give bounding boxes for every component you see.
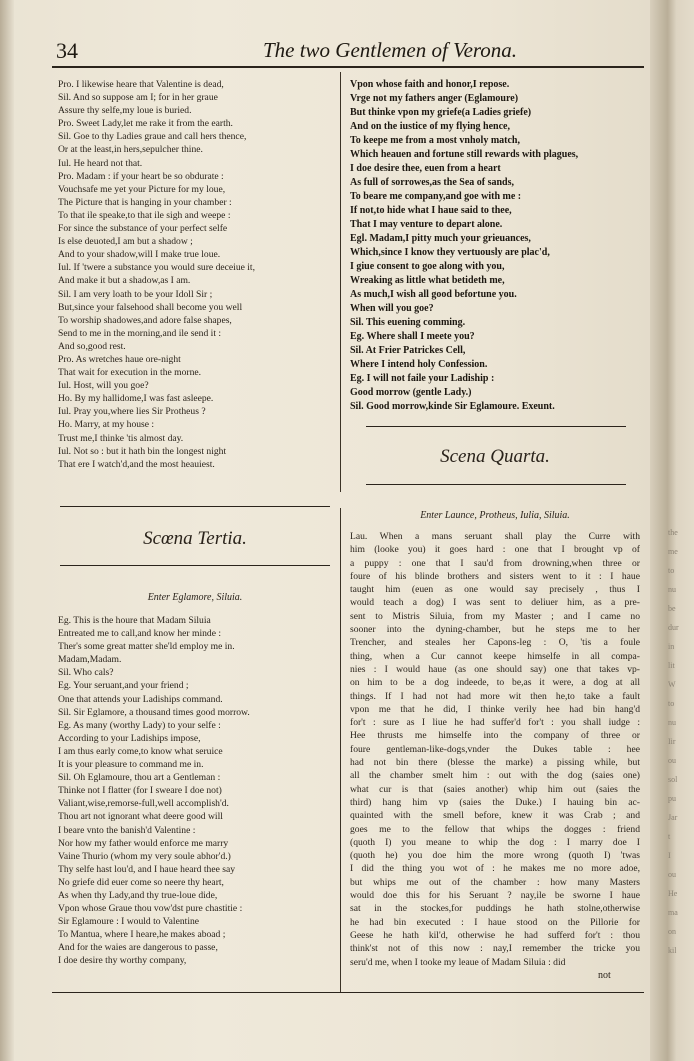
scene-tertia-heading: Scœna Tertia. <box>143 528 247 549</box>
text-line: Sil. Good morrow,kinde Sir Eglamoure. Exeunt. <box>350 401 555 412</box>
text-line: Hee thrusts me himselfe into the company of three or <box>350 730 640 742</box>
text-line: But,since your falsehood shall become you well <box>58 301 243 313</box>
text-line: Geese he hath kil'd, otherwise he had sufferd for't : thou <box>350 929 640 941</box>
text-line: I am thus early come,to know what seruice <box>58 745 223 757</box>
footer-rule <box>52 992 644 993</box>
text-line: Eg. Where shall I meete you? <box>350 331 475 342</box>
bleed-fragment: Iir <box>668 737 676 746</box>
bleed-fragment: me <box>668 547 678 556</box>
text-line: vpon me that he did, I thinke verily hee had bin hang'd <box>350 703 640 715</box>
stage-direction-tertia: Enter Eglamore, Siluia. <box>147 592 243 603</box>
text-line: Egl. Madam,I pitty much your grieuances, <box>350 233 531 244</box>
text-line: Is else deuoted,I am but a shadow ; <box>58 236 193 248</box>
bleed-fragment: I <box>668 851 671 860</box>
text-line: And for the waies are dangerous to passe, <box>58 942 218 954</box>
bleed-fragment: to <box>668 566 675 575</box>
text-line: sooner into the dyning-chamber, but he steps me to her <box>350 624 640 636</box>
bleed-fragment: the <box>668 528 678 537</box>
column-divider-top <box>340 72 341 492</box>
text-line: I beare vnto the banish'd Valentine : <box>58 824 196 836</box>
text-line: foure of his blinde brothers and sisters went to it : I haue <box>350 570 640 582</box>
text-line: As full of sorrowes,as the Sea of sands, <box>350 177 514 188</box>
text-line: Sir Eglamoure : I would to Valentine <box>58 916 200 928</box>
text-line: No griefe did euer come so neere thy heart, <box>58 876 224 888</box>
header-rule <box>52 66 644 68</box>
text-line: Assure thy selfe,my loue is buried. <box>58 105 192 117</box>
text-line: Ther's some great matter she'ld employ me in. <box>58 641 235 653</box>
text-line: Which,since I know they vertuously are plac'd, <box>350 247 550 258</box>
bleed-fragment: to <box>668 699 675 708</box>
text-line: Thy selfe hast lou'd, and I haue heard thee say <box>58 863 236 875</box>
text-line: Sil. At Frier Patrickes Cell, <box>350 345 466 356</box>
text-line: would teach a dog) I was sent to deliuer him, as a pre- <box>350 597 640 609</box>
text-line: Where I intend holy Confession. <box>350 359 488 370</box>
text-line: And make it but a shadow,as I am. <box>58 275 191 287</box>
text-line: Eg. Your seruant,and your friend ; <box>58 680 189 692</box>
text-line: third) hang him vp (saies the Duke.) I hauing bin ac- <box>350 796 640 808</box>
text-line: Iul. He heard not that. <box>58 157 143 169</box>
bleed-fragment: nu <box>668 718 676 727</box>
catchword: not <box>598 970 611 981</box>
text-line: If not,to hide what I haue said to thee, <box>350 205 512 216</box>
scene-rule-lower-right <box>366 484 626 485</box>
facing-page-gutter <box>650 0 694 1061</box>
scene-quarta-heading: Scena Quarta. <box>440 446 550 467</box>
running-title: The two Gentlemen of Verona. <box>262 38 518 62</box>
bleed-fragment: t <box>668 832 671 841</box>
text-line: The Picture that is hanging in your chamber : <box>58 196 232 208</box>
scene-rule-upper-right <box>366 426 626 427</box>
text-line: Lau. When a mans seruant shall play the Curre with <box>350 531 640 542</box>
text-line: Sil. Who cals? <box>58 667 114 679</box>
text-line: I did the thing you wot of : he makes me no more adoe, <box>350 863 640 875</box>
text-line: things. If I had not had more wit then he,to take a fault <box>350 690 640 702</box>
bleed-fragment: lit <box>668 661 675 670</box>
text-line: Thou art not ignorant what deere good will <box>58 811 223 823</box>
text-line: That I may venture to depart alone. <box>350 219 503 230</box>
text-line: That ere I watch'd,and the most heauiest. <box>58 458 215 470</box>
text-line: As much,I wish all good befortune you. <box>350 289 517 300</box>
text-line: sent to Mistris Siluia, from my Master ; and I came no <box>350 610 640 622</box>
text-line: Send to me in the morning,and ile send it : <box>58 327 222 339</box>
page-left-edge <box>0 0 14 1061</box>
text-line: To worship shadowes,and adore false shapes, <box>58 314 232 326</box>
column-divider-bottom <box>340 508 341 993</box>
text-line: According to your Ladiships impose, <box>58 732 201 744</box>
text-line: Or at the least,in hers,sepulcher thine. <box>58 144 203 156</box>
text-line: him (looke you) it goes hard : one that I brought vp of <box>350 544 640 556</box>
text-line: nies : I would haue (as one should say) one that takes vp- <box>350 663 640 675</box>
text-line: a puppy : one that I sau'd from drowning,when three or <box>350 557 640 569</box>
text-line: Entreated me to call,and know her minde : <box>58 628 222 640</box>
bleed-fragment: W <box>668 680 676 689</box>
text-line: Pro. As wretches haue ore-night <box>58 353 181 365</box>
text-line: One that attends your Ladiships command. <box>58 693 223 705</box>
text-line: Iul. Host, will you goe? <box>58 380 149 392</box>
text-line: Madam,Madam. <box>58 654 122 666</box>
text-line: goes me to the fellow that whips the dogges : friend <box>350 823 640 835</box>
text-line: And to your shadow,will I make true loue. <box>58 249 221 261</box>
text-line: To that ile speake,to that ile sigh and weepe : <box>58 209 231 221</box>
text-line: Eg. This is the houre that Madam Siluia <box>58 615 211 626</box>
text-line: I doe desire thee, euen from a heart <box>350 163 501 174</box>
text-line: foure gentleman-like-dogs,vnder the Dukes table : hee <box>350 743 640 755</box>
text-line: Wreaking as little what betideth me, <box>350 275 505 286</box>
text-line: To Mantua, where I heare,he makes aboad ; <box>58 929 226 941</box>
bleed-fragment: Jar <box>668 813 678 822</box>
text-line: thing, when a Cur cannot keepe himselfe in all compa- <box>350 650 640 662</box>
scene-rule-upper-left <box>60 506 330 507</box>
text-line: I doe desire thy worthy company, <box>58 955 187 967</box>
scene-rule-lower-left <box>60 565 330 566</box>
text-line: for't : sure as I liue he had suffer'd for't : you shall iudge : <box>350 717 640 729</box>
text-line: I giue consent to goe along with you, <box>350 261 505 272</box>
text-line: But thinke vpon my griefe(a Ladies griefe) <box>350 107 532 118</box>
text-line: Pro. I likewise heare that Valentine is dead, <box>58 79 224 90</box>
bleed-fragment: sol <box>668 775 678 784</box>
bleed-fragment: in <box>668 642 675 651</box>
text-line: what cur is that (saies another) whip him out (saies the <box>350 783 640 795</box>
text-line: Eg. I will not faile your Ladiship : <box>350 373 495 384</box>
right-column-bottom <box>350 530 640 969</box>
left-column-bottom <box>58 614 332 968</box>
bleed-fragment: dur <box>668 623 679 632</box>
text-line: (quoth he) you doe him the more wrong (quoth I) 'twas <box>350 850 640 862</box>
text-line: Valiant,wise,remorse-full,well accomplish'd. <box>58 798 229 810</box>
bleed-fragment: ma <box>668 908 678 917</box>
text-line: Sil. And so suppose am I; for in her graue <box>58 92 218 104</box>
text-line: Trencher, and steales her Capons-leg : O, 'tis a foule <box>350 637 640 649</box>
text-line: had not bin there (blesse the marke) a pissing while, but <box>350 757 640 769</box>
text-line: And on the iustice of my flying hence, <box>350 121 510 132</box>
right-column-top <box>350 78 640 414</box>
text-line: As when thy Lady,and thy true-loue dide, <box>58 889 218 901</box>
text-line: all the chamber smelt him : out with the dog (saies one) <box>350 770 640 782</box>
text-line: Vaine Thurio (whom my very soule abhor'd.) <box>58 850 231 862</box>
text-line: To keepe me from a most vnholy match, <box>350 135 520 146</box>
bleed-fragment: ou <box>668 756 676 765</box>
text-line: It is your pleasure to command me in. <box>58 759 204 771</box>
text-line: When will you goe? <box>350 303 434 314</box>
text-line: sat in the stockes,for puddings he hath stolne,otherwise <box>350 903 640 915</box>
text-line: (quoth I) you meane to whip the dog : I marry doe I <box>350 836 640 848</box>
text-line: Good morrow (gentle Lady.) <box>350 387 472 398</box>
text-line: but whips me out of the chamber : how many Masters <box>350 876 640 888</box>
text-line: To beare me company,and goe with me : <box>350 191 522 202</box>
bleed-fragment: on <box>668 927 676 936</box>
text-line: Ho. By my hallidome,I was fast asleepe. <box>58 393 214 405</box>
text-line: For since the substance of your perfect selfe <box>58 223 228 235</box>
text-line: Eg. As many (worthy Lady) to your selfe : <box>58 719 221 731</box>
bleed-fragment: kil <box>668 946 677 955</box>
text-line: Vpon whose faith and honor,I repose. <box>350 79 510 90</box>
bleed-fragment: be <box>668 604 676 613</box>
text-line: Sil. Sir Eglamore, a thousand times good morrow. <box>58 706 250 718</box>
text-line: Sil. This euening comming. <box>350 317 466 328</box>
text-line: he had bin executed : I haue stood on the Pillorie for <box>350 916 640 928</box>
text-line: Iul. Not so : but it hath bin the longest night <box>58 445 227 457</box>
text-line: Vouchsafe me yet your Picture for my loue, <box>58 183 226 195</box>
bleed-fragment: nu <box>668 585 676 594</box>
text-line: seru'd me, when I tooke my leaue of Madam Siluia : did <box>350 956 566 968</box>
text-line: Nor how my father would enforce me marry <box>58 837 229 849</box>
text-line: Thinke not I flatter (for I sweare I doe not) <box>58 785 222 797</box>
text-line: Vrge not my fathers anger (Eglamoure) <box>350 93 519 104</box>
text-line: Iul. Pray you,where lies Sir Protheus ? <box>58 406 206 418</box>
text-line: Trust me,I thinke 'tis almost day. <box>58 432 184 444</box>
bleed-fragment: pu <box>668 794 676 803</box>
text-line: Iul. If 'twere a substance you would sure deceiue it, <box>58 262 255 274</box>
text-line: quainted with the smell before, knew it was Crab ; and <box>350 810 640 822</box>
text-line: Sil. I am very loath to be your Idoll Sir ; <box>58 288 213 300</box>
left-column-top <box>58 78 332 471</box>
text-line: would doe this for his Seruant ? nay,ile be sworne I haue <box>350 890 640 902</box>
text-line: Vpon whose Graue thou vow'dst pure chastitie : <box>58 903 243 915</box>
bleed-fragment: ou <box>668 870 676 879</box>
text-line: taught him (euen as one would say precisely , thus I <box>350 584 640 596</box>
text-line: That wait for execution in the morne. <box>58 367 202 379</box>
text-line: Sil. Oh Eglamoure, thou art a Gentleman : <box>58 772 221 784</box>
text-line: Pro. Sweet Lady,let me rake it from the earth. <box>58 118 233 130</box>
page-number: 34 <box>56 38 78 63</box>
bleed-fragment: He <box>668 889 678 898</box>
text-line: Ho. Marry, at my house : <box>58 419 155 431</box>
text-line: Sil. Goe to thy Ladies graue and call hers thence, <box>58 131 247 143</box>
stage-direction-quarta: Enter Launce, Protheus, Iulia, Siluia. <box>420 510 570 521</box>
text-line: think'st not of this now : nay,I remember the tricke you <box>350 943 640 955</box>
text-line: on him to be a dog indeede, to be,as it were, a dog at all <box>350 677 640 689</box>
text-line: Pro. Madam : if your heart be so obdurate : <box>58 170 224 182</box>
text-line: And so,good rest. <box>58 340 126 352</box>
text-line: Which heauen and fortune still rewards with plagues, <box>350 149 579 160</box>
